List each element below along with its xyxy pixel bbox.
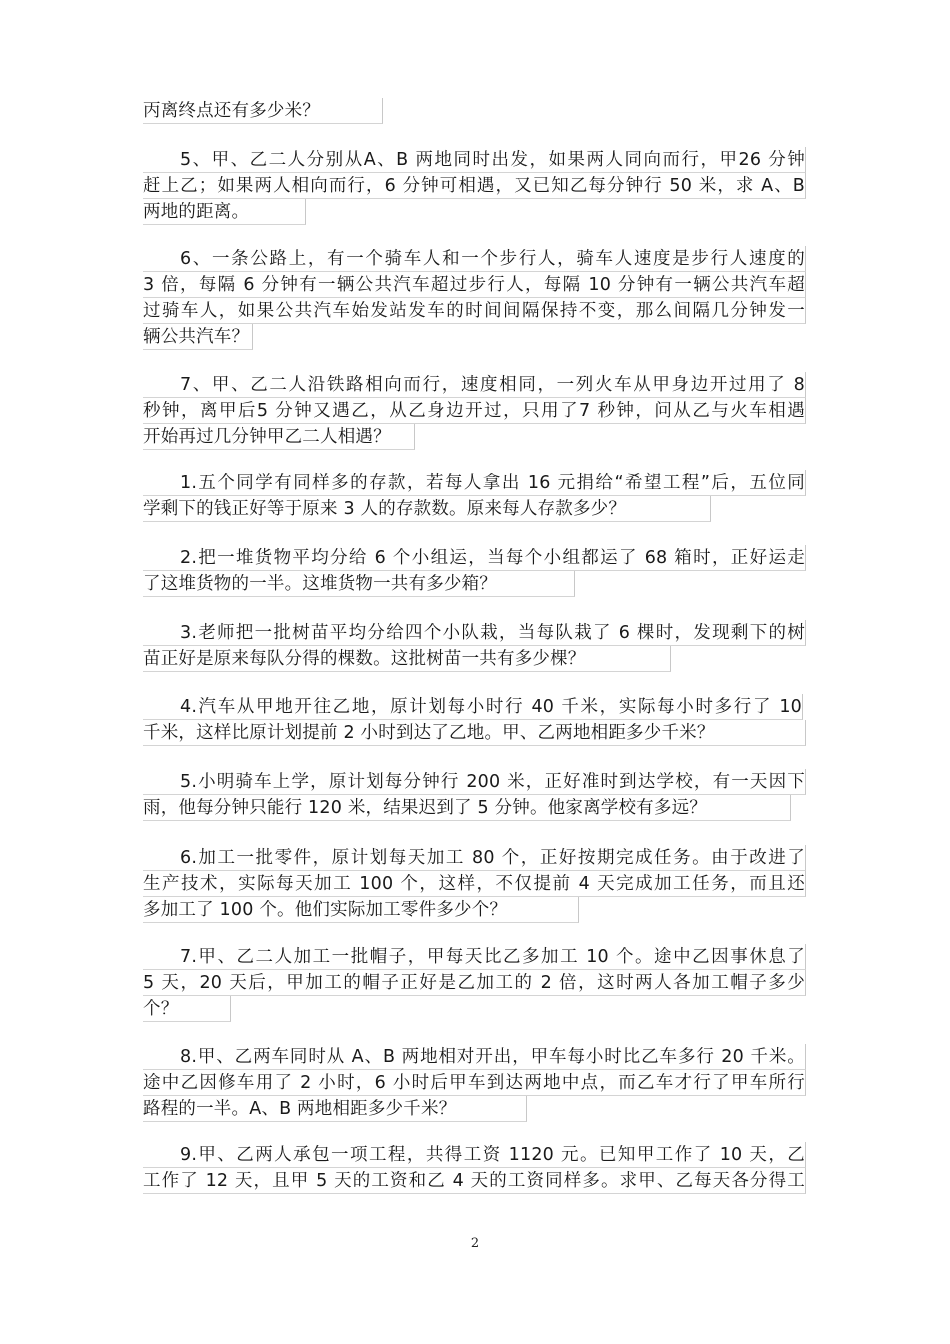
text-line: 途中乙因修车用了 2 小时，6 小时后甲车到达两地中点，而乙车才行了甲车所行 bbox=[143, 1070, 806, 1096]
problem-7-train bbox=[143, 372, 813, 450]
problem-2-goods bbox=[143, 545, 813, 597]
text-line: 过骑车人，如果公共汽车始发站发车的时间间隔保持不变，那么间隔几分钟发一 bbox=[143, 298, 806, 324]
text-line: 5 天，20 天后，甲加工的帽子正好是乙加工的 2 倍，这时两人各加工帽子多少 bbox=[143, 970, 806, 996]
text-line: 苗正好是原来每队分得的棵数。这批树苗一共有多少棵？ bbox=[143, 646, 671, 672]
problem-8-two-cars bbox=[143, 1044, 813, 1122]
text-line: 学剩下的钱正好等于原来 3 人的存款数。原来每人存款多少？ bbox=[143, 496, 711, 522]
problem-3-saplings bbox=[143, 620, 813, 672]
text-line: 7、甲、乙二人沿铁路相向而行，速度相同，一列火车从甲身边开过用了 8 bbox=[143, 372, 806, 398]
text-line: 多加工了 100 个。他们实际加工零件多少个？ bbox=[143, 897, 579, 923]
text-line: 3.老师把一批树苗平均分给四个小队栽，当每队栽了 6 棵时，发现剩下的树 bbox=[143, 620, 806, 646]
text-line: 路程的一半。A、B 两地相距多少千米？ bbox=[143, 1096, 527, 1122]
problem-9-wages bbox=[143, 1142, 813, 1194]
problem-6-parts bbox=[143, 845, 813, 923]
problem-6-bus-interval bbox=[143, 246, 813, 350]
text-line: 辆公共汽车？ bbox=[143, 324, 253, 350]
page-number: 2 bbox=[470, 1236, 480, 1251]
problem-4-car bbox=[143, 694, 813, 746]
text-line: 5、甲、乙二人分别从A、B 两地同时出发，如果两人同向而行，甲26 分钟 bbox=[143, 147, 806, 173]
text-line: 6.加工一批零件，原计划每天加工 80 个，正好按期完成任务。由于改进了 bbox=[143, 845, 806, 871]
text-line: 丙离终点还有多少米？ bbox=[143, 98, 383, 124]
text-line: 3 倍，每隔 6 分钟有一辆公共汽车超过步行人，每隔 10 分钟有一辆公共汽车超 bbox=[143, 272, 806, 298]
text-line: 雨，他每分钟只能行 120 米，结果迟到了 5 分钟。他家离学校有多远？ bbox=[143, 795, 791, 821]
problem-1-savings bbox=[143, 470, 813, 522]
text-line: 千米，这样比原计划提前 2 小时到达了乙地。甲、乙两地相距多少千米？ bbox=[143, 720, 806, 746]
text-line: 6、一条公路上，有一个骑车人和一个步行人，骑车人速度是步行人速度的 bbox=[143, 246, 806, 272]
text-line: 5.小明骑车上学，原计划每分钟行 200 米，正好准时到达学校，有一天因下 bbox=[143, 769, 806, 795]
problem-7-hats bbox=[143, 944, 813, 1022]
problem-5-distance bbox=[143, 147, 813, 225]
text-line: 7.甲、乙二人加工一批帽子，甲每天比乙多加工 10 个。途中乙因事休息了 bbox=[143, 944, 806, 970]
text-line: 生产技术，实际每天加工 100 个，这样，不仅提前 4 天完成加工任务，而且还 bbox=[143, 871, 806, 897]
text-line: 8.甲、乙两车同时从 A、B 两地相对开出，甲车每小时比乙车多行 20 千米。 bbox=[143, 1044, 806, 1070]
problem-5-bicycle bbox=[143, 769, 813, 821]
text-line: 2.把一堆货物平均分给 6 个小组运，当每个小组都运了 68 箱时，正好运走 bbox=[143, 545, 806, 571]
text-line: 秒钟，离甲后5 分钟又遇乙，从乙身边开过，只用了7 秒钟，问从乙与火车相遇 bbox=[143, 398, 806, 424]
text-line: 4.汽车从甲地开往乙地，原计划每小时行 40 千米，实际每小时多行了 10 bbox=[143, 694, 803, 720]
text-line: 赶上乙；如果两人相向而行，6 分钟可相遇，又已知乙每分钟行 50 米，求 A、B bbox=[143, 173, 806, 199]
text-line: 开始再过几分钟甲乙二人相遇？ bbox=[143, 424, 415, 450]
text-line: 了这堆货物的一半。这堆货物一共有多少箱？ bbox=[143, 571, 575, 597]
text-line: 9.甲、乙两人承包一项工程，共得工资 1120 元。已知甲工作了 10 天，乙 bbox=[143, 1142, 806, 1168]
text-line: 两地的距离。 bbox=[143, 199, 306, 225]
paragraph-continuation bbox=[143, 98, 813, 124]
text-line: 1.五个同学有同样多的存款，若每人拿出 16 元捐给“希望工程”后，五位同 bbox=[143, 470, 806, 496]
text-line: 工作了 12 天，且甲 5 天的工资和乙 4 天的工资同样多。求甲、乙每天各分得工 bbox=[143, 1168, 806, 1194]
text-line: 个？ bbox=[143, 996, 231, 1022]
